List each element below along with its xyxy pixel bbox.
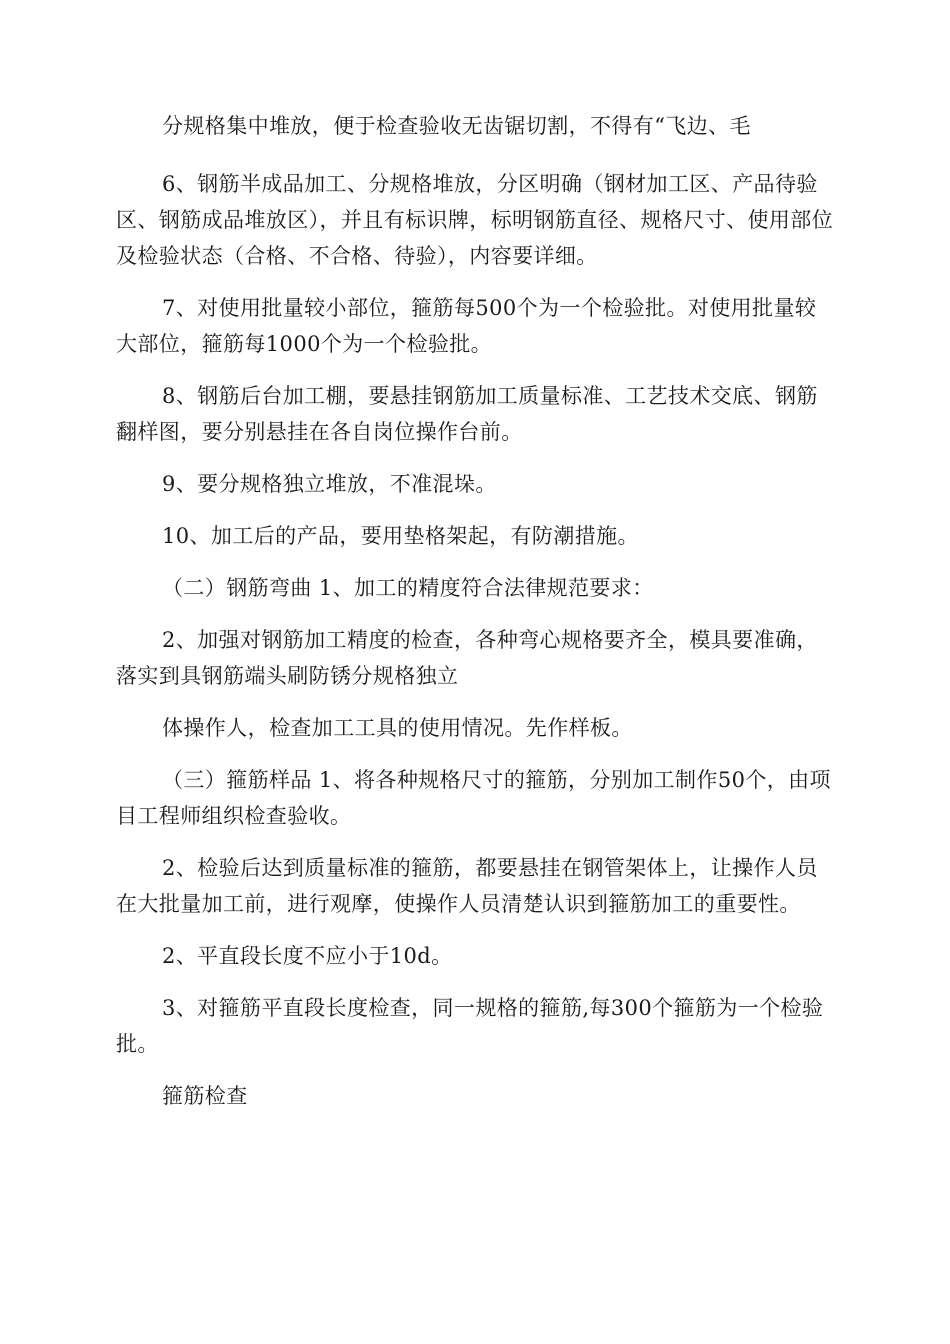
paragraph-4: 8、钢筋后台加工棚，要悬挂钢筋加工质量标准、工艺技术交底、钢筋翻样图，要分别悬挂在各自岗位操作台前。: [116, 384, 818, 444]
paragraph-6: 10、加工后的产品，要用垫格架起，有防潮措施。: [162, 524, 639, 548]
paragraph-8: 2、加强对钢筋加工精度的检查，各种弯心规格要齐全，模具要准确，落实到具钢筋端头刷防锈分规格独立: [116, 628, 818, 688]
paragraph-5: 9、要分规格独立堆放，不准混垛。: [162, 472, 497, 496]
paragraph-14: 箍筋检查: [162, 1084, 248, 1108]
paragraph-2: 6、钢筋半成品加工、分规格堆放，分区明确（钢材加工区、产品待验区、钢筋成品堆放区），并且有标识牌，标明钢筋直径、规格尺寸、使用部位及检验状态（合格、不合格、待验），内容要详细。: [116, 172, 834, 268]
paragraph-9: 体操作人，检查加工工具的使用情况。先作样板。: [162, 716, 633, 740]
paragraph-7: （二）钢筋弯曲 1、加工的精度符合法律规范要求：: [162, 576, 654, 600]
paragraph-3: 7、对使用批量较小部位，箍筋每500个为一个检验批。对使用批量较大部位，箍筋每1000个为一个检验批。: [116, 296, 817, 356]
paragraph-12: 2、平直段长度不应小于10d。: [162, 944, 453, 968]
paragraph-1: 分规格集中堆放，便于检查验收无齿锯切割，不得有“飞边、毛: [162, 114, 751, 138]
document-page: [116, 108, 836, 1130]
paragraph-11: 2、检验后达到质量标准的箍筋，都要悬挂在钢管架体上，让操作人员在大批量加工前，进行观摩，使操作人员清楚认识到箍筋加工的重要性。: [116, 856, 818, 916]
paragraph-10: （三）箍筋样品 1、将各种规格尺寸的箍筋，分别加工制作50个，由项目工程师组织检查验收。: [116, 768, 831, 828]
paragraph-13: 3、对箍筋平直段长度检查，同一规格的箍筋,每300个箍筋为一个检验批。: [116, 996, 824, 1056]
